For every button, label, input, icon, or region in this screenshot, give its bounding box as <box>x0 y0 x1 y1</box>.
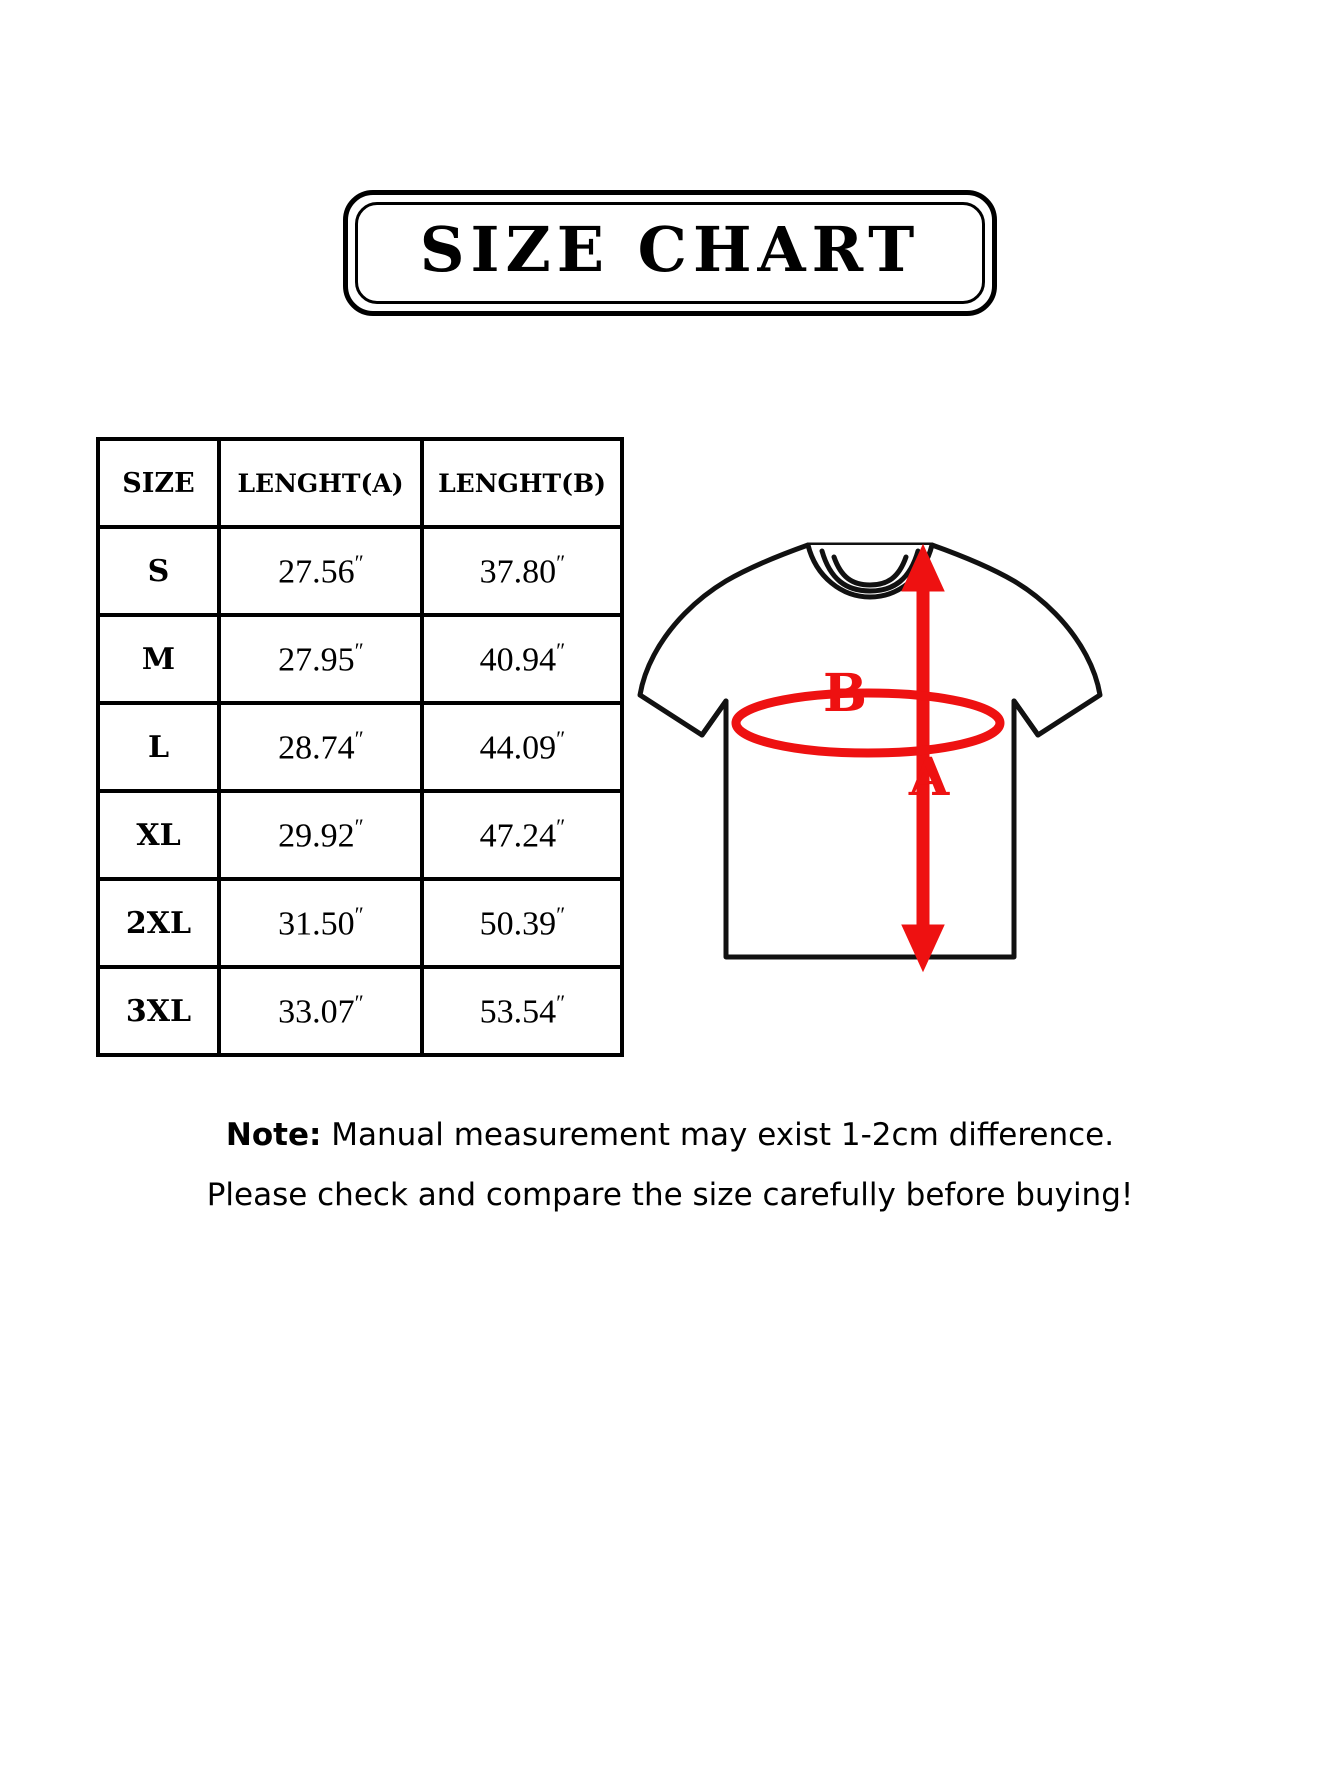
cell-length-b <box>422 791 622 879</box>
cell-length-b <box>422 967 622 1055</box>
table-row <box>98 527 622 615</box>
cell-length-a <box>219 967 422 1055</box>
note-line-1 <box>0 1105 1340 1165</box>
inch-symbol: ″ <box>354 990 363 1016</box>
page-title: SIZE CHART <box>419 213 921 286</box>
inch-symbol: ″ <box>556 990 565 1016</box>
table-row <box>98 703 622 791</box>
inch-symbol: ″ <box>556 726 565 752</box>
note-section <box>0 1105 1340 1226</box>
value-length-b: 40.94 <box>479 641 557 679</box>
header-size: SIZE <box>98 439 219 527</box>
label-a: A <box>908 747 950 808</box>
cell-size: S <box>98 527 219 615</box>
inch-symbol: ″ <box>556 902 565 928</box>
cell-length-a <box>219 791 422 879</box>
inch-symbol: ″ <box>354 902 363 928</box>
size-table <box>96 437 624 1057</box>
inch-symbol: ″ <box>354 638 363 664</box>
value-length-a: 29.92 <box>278 817 355 855</box>
cell-length-b <box>422 615 622 703</box>
label-b: B <box>823 663 867 724</box>
title-outer-border <box>343 190 997 316</box>
note-line-1-text: Manual measurement may exist 1-2cm difference. <box>321 1117 1115 1153</box>
cell-length-a <box>219 615 422 703</box>
value-length-a: 27.95 <box>278 641 355 679</box>
cell-length-a <box>219 879 422 967</box>
cell-length-b <box>422 527 622 615</box>
value-length-b: 53.54 <box>479 993 557 1031</box>
header-length-b: LENGHT(B) <box>422 439 622 527</box>
inch-symbol: ″ <box>354 814 363 840</box>
title-inner-border <box>355 202 985 304</box>
inch-symbol: ″ <box>354 550 363 576</box>
cell-length-b <box>422 703 622 791</box>
value-length-a: 27.56 <box>278 553 355 591</box>
table-header-row <box>98 439 622 527</box>
value-length-a: 28.74 <box>278 729 355 767</box>
value-length-b: 50.39 <box>479 905 557 943</box>
cell-size: 3XL <box>98 967 219 1055</box>
value-length-a: 33.07 <box>278 993 355 1031</box>
page-title-container <box>0 190 1340 316</box>
inch-symbol: ″ <box>556 814 565 840</box>
table-row <box>98 967 622 1055</box>
size-table-container <box>96 437 608 1057</box>
note-label: Note: <box>225 1117 322 1153</box>
inch-symbol: ″ <box>556 638 565 664</box>
cell-length-a <box>219 703 422 791</box>
note-line-2: Please check and compare the size carefully before buying! <box>206 1177 1134 1214</box>
table-row <box>98 879 622 967</box>
inch-symbol: ″ <box>556 550 565 576</box>
tshirt-svg <box>630 505 1110 985</box>
value-length-a: 31.50 <box>278 905 355 943</box>
value-length-b: 44.09 <box>479 729 557 767</box>
value-length-b: 47.24 <box>479 817 557 855</box>
tshirt-diagram <box>630 505 1110 985</box>
cell-length-a <box>219 527 422 615</box>
cell-size: L <box>98 703 219 791</box>
cell-size: 2XL <box>98 879 219 967</box>
value-length-b: 37.80 <box>479 553 557 591</box>
inch-symbol: ″ <box>354 726 363 752</box>
table-row <box>98 615 622 703</box>
table-row <box>98 791 622 879</box>
cell-size: M <box>98 615 219 703</box>
header-length-a: LENGHT(A) <box>219 439 422 527</box>
cell-length-b <box>422 879 622 967</box>
cell-size: XL <box>98 791 219 879</box>
